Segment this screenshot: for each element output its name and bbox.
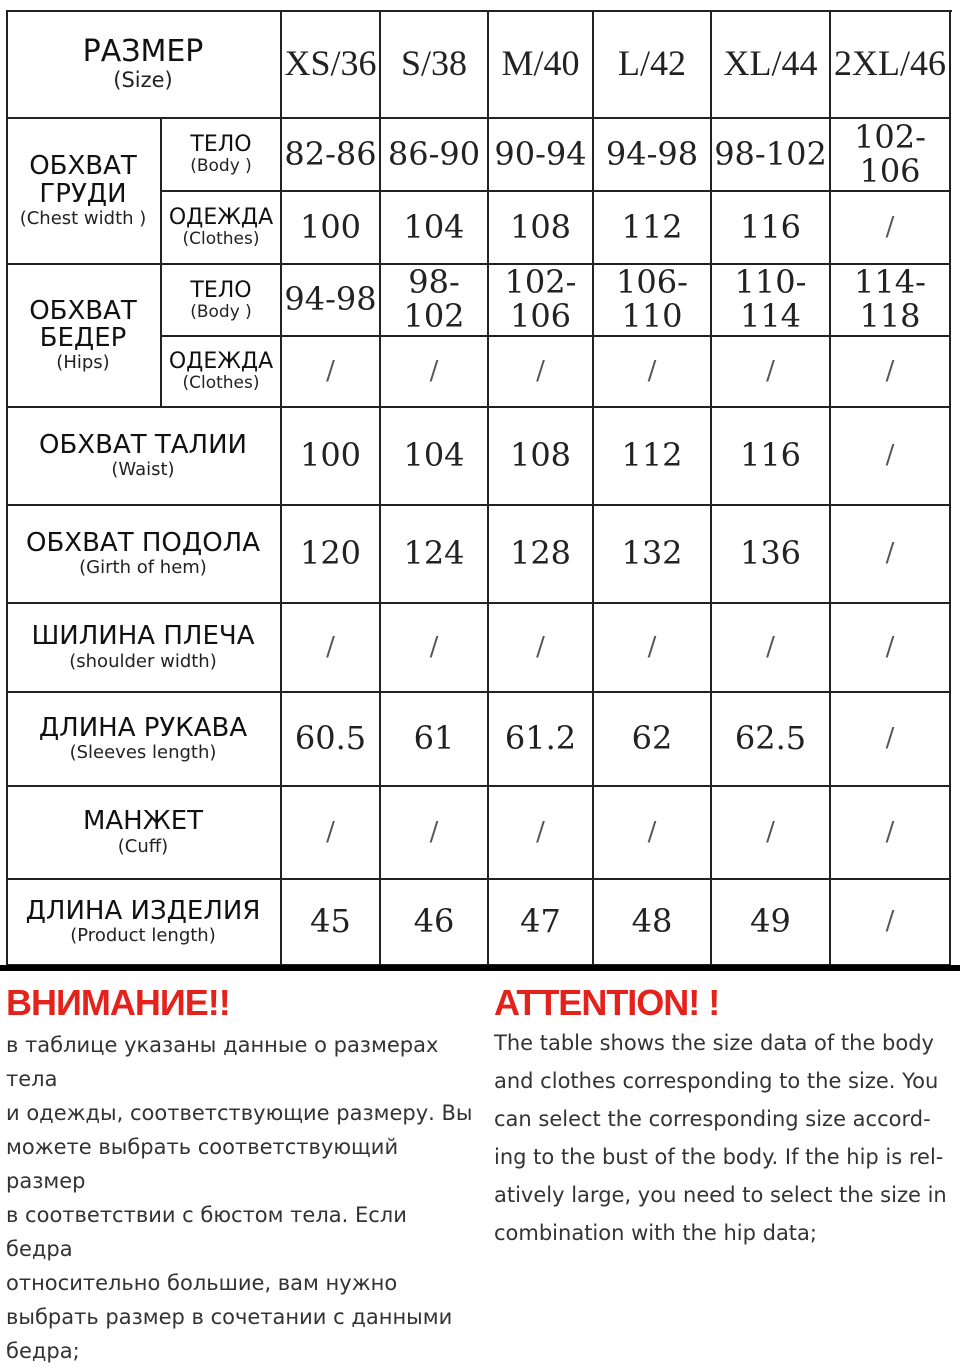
measurement-value: /: [766, 355, 775, 386]
measurement-value: /: [647, 355, 657, 386]
measurement-value: 62.5: [734, 719, 807, 758]
row-label-cell: [6, 506, 282, 604]
value-cell: [489, 693, 594, 787]
value-cell: [831, 604, 951, 693]
measurement-value: /: [429, 631, 439, 662]
notice-en-line: atively large, you need to select the size in: [494, 1183, 947, 1207]
measurement-value: 108: [509, 436, 572, 475]
measurement-value: /: [647, 816, 657, 847]
measurement-value: 110-114: [734, 263, 807, 335]
group-label-en: (Hips): [56, 352, 110, 374]
row-label: ДЛИНА РУКАВА: [38, 712, 248, 743]
value-cell: [381, 787, 489, 880]
sub-label-cell: [162, 192, 282, 265]
measurement-value: 48: [631, 902, 673, 941]
value-cell: [712, 693, 831, 787]
value-cell: [381, 604, 489, 693]
measurement-value: 94-98: [605, 134, 699, 173]
group-label-cell: [6, 119, 162, 265]
row-label-cell: [6, 880, 282, 966]
notice-en-line: ing to the bust of the body. If the hip is rel-: [494, 1145, 944, 1169]
sub-label-en: (Clothes): [182, 373, 260, 394]
size-header-cell: [282, 10, 381, 119]
size-label: XL/44: [723, 42, 818, 83]
value-cell: [381, 119, 489, 192]
measurement-value: /: [536, 816, 545, 847]
measurement-value: /: [885, 723, 895, 754]
value-cell: [489, 337, 594, 408]
sub-label-cell: [162, 337, 282, 408]
notice-ru-line: в соответствии с бюстом тела. Если бедра: [6, 1203, 407, 1261]
size-label: 2XL/46: [834, 42, 946, 83]
value-cell: [282, 506, 381, 604]
measurement-value: /: [326, 355, 335, 386]
size-header-cell: [712, 10, 831, 119]
size-title: РАЗМЕР: [82, 33, 204, 69]
size-label: L/42: [618, 42, 686, 83]
value-cell: [489, 880, 594, 966]
value-cell: [594, 506, 712, 604]
notice-ru-line: относительно большие, вам нужно: [6, 1271, 398, 1295]
measurement-value: /: [326, 631, 335, 662]
row-label-cell: [6, 408, 282, 506]
measurement-value: 98-102: [714, 134, 827, 173]
row-label-cell: [6, 604, 282, 693]
value-cell: [594, 192, 712, 265]
sub-label-cell: [162, 119, 282, 192]
value-cell: [381, 880, 489, 966]
row-label-en: (Girth of hem): [79, 557, 207, 579]
notice-ru-title: ВНИМАНИЕ!!: [6, 982, 230, 1023]
sub-label: ОДЕЖДА: [168, 349, 274, 375]
value-cell: [381, 693, 489, 787]
size-header-cell: [489, 10, 594, 119]
value-cell: [594, 880, 712, 966]
value-cell: [712, 119, 831, 192]
notice-ru-text: [6, 1028, 476, 1368]
measurement-value: 112: [621, 207, 683, 246]
measurement-value: 98-102: [403, 263, 465, 335]
measurement-value: /: [536, 355, 545, 386]
measurement-value: 106-110: [616, 263, 688, 335]
measurement-value: 86-90: [387, 134, 481, 173]
value-cell: [381, 265, 489, 337]
measurement-value: 62: [631, 719, 673, 758]
value-cell: [489, 408, 594, 506]
measurement-value: 94-98: [284, 280, 377, 319]
measurement-value: 136: [739, 534, 802, 573]
notice-ru: [6, 982, 476, 1368]
measurement-value: 61.2: [504, 719, 577, 758]
value-cell: [282, 192, 381, 265]
notice-en-line: can select the corresponding size accord-: [494, 1107, 931, 1131]
measurement-value: 100: [299, 207, 362, 246]
value-cell: [831, 506, 951, 604]
sub-label: ОДЕЖДА: [168, 205, 274, 231]
row-label: ОБХВАТ ПОДОЛА: [25, 527, 260, 558]
value-cell: [594, 119, 712, 192]
row-label: МАНЖЕТ: [82, 806, 204, 837]
notice-ru-line: и одежды, соответствующие размеру. Вы: [6, 1101, 473, 1125]
value-cell: [489, 506, 594, 604]
value-cell: [831, 265, 951, 337]
value-cell: [594, 265, 712, 337]
measurement-value: 132: [621, 534, 683, 573]
notice-en-line: combination with the hip data;: [494, 1221, 817, 1245]
measurement-value: 61: [413, 719, 455, 758]
measurement-value: /: [647, 631, 657, 662]
value-cell: [282, 337, 381, 408]
row-label-en: (Product length): [70, 925, 216, 947]
measurement-value: 60.5: [294, 719, 367, 758]
value-cell: [282, 787, 381, 880]
measurement-value: 45: [310, 902, 351, 941]
size-label: XS/36: [284, 42, 377, 83]
row-label-en: (Cuff): [117, 835, 169, 857]
measurement-value: /: [766, 816, 775, 847]
row-label-en: (Sleeves length): [69, 742, 217, 764]
size-title-en: (Size): [113, 68, 173, 93]
row-label-cell: [6, 693, 282, 787]
sub-label-en: (Body ): [190, 301, 252, 322]
measurement-value: 47: [520, 902, 561, 941]
value-cell: [489, 787, 594, 880]
value-cell: [489, 265, 594, 337]
value-cell: [282, 119, 381, 192]
notice-ru-line: можете выбрать соответствующий размер: [6, 1135, 399, 1193]
notice-en-line: The table shows the size data of the body: [494, 1031, 934, 1055]
value-cell: [831, 408, 951, 506]
group-label: ОБХВАТ БЕДЕР: [29, 295, 137, 354]
value-cell: [594, 337, 712, 408]
measurement-value: 100: [299, 436, 362, 475]
notice-ru-line: в таблице указаны данные о размерах тела: [6, 1033, 439, 1091]
measurement-value: /: [885, 355, 895, 386]
header-size-label: [6, 10, 282, 119]
value-cell: [712, 408, 831, 506]
sub-label: ТЕЛО: [190, 132, 252, 158]
sub-label-en: (Clothes): [182, 229, 260, 250]
measurement-value: /: [885, 211, 895, 242]
value-cell: [831, 119, 951, 192]
measurement-value: /: [766, 631, 775, 662]
measurement-value: 108: [509, 207, 572, 246]
value-cell: [282, 408, 381, 506]
measurement-value: 104: [403, 436, 465, 475]
row-label-cell: [6, 787, 282, 880]
measurement-value: 124: [403, 534, 465, 573]
measurement-value: 102-106: [504, 263, 577, 335]
value-cell: [282, 693, 381, 787]
measurement-value: 116: [739, 207, 802, 246]
size-label: S/38: [400, 42, 468, 83]
measurement-value: 104: [403, 207, 465, 246]
value-cell: [712, 604, 831, 693]
value-cell: [712, 506, 831, 604]
value-cell: [594, 787, 712, 880]
size-header-cell: [594, 10, 712, 119]
measurement-value: 82-86: [284, 134, 377, 173]
row-label-en: (Waist): [111, 459, 175, 481]
measurement-value: /: [885, 440, 895, 471]
row-label: ШИЛИНА ПЛЕЧА: [31, 621, 255, 652]
value-cell: [381, 337, 489, 408]
value-cell: [594, 693, 712, 787]
measurement-value: 102-106: [854, 117, 926, 190]
group-label-cell: [6, 265, 162, 408]
notice-en-line: and clothes corresponding to the size. You: [494, 1069, 939, 1093]
measurement-value: /: [429, 355, 439, 386]
measurement-value: 90-94: [494, 134, 587, 173]
measurement-value: 120: [299, 534, 362, 573]
measurement-value: /: [885, 906, 895, 937]
row-label: ДЛИНА ИЗДЕЛИЯ: [25, 895, 261, 926]
value-cell: [831, 787, 951, 880]
value-cell: [712, 337, 831, 408]
measurement-value: 128: [509, 534, 572, 573]
value-cell: [489, 604, 594, 693]
divider-bar: [0, 965, 960, 971]
value-cell: [381, 506, 489, 604]
size-label: M/40: [501, 42, 580, 83]
value-cell: [831, 880, 951, 966]
notice-en-text: [494, 1024, 956, 1252]
notice-en-title: ATTENTION! !: [494, 982, 720, 1023]
measurement-value: 49: [750, 902, 791, 941]
value-cell: [381, 192, 489, 265]
measurement-value: /: [429, 816, 439, 847]
value-cell: [712, 265, 831, 337]
value-cell: [381, 408, 489, 506]
value-cell: [831, 192, 951, 265]
value-cell: [831, 693, 951, 787]
notice-ru-line: бедра;: [6, 1339, 80, 1363]
measurement-value: 112: [621, 436, 683, 475]
sub-label-cell: [162, 265, 282, 337]
value-cell: [282, 265, 381, 337]
row-label-en: (shoulder width): [69, 650, 217, 672]
value-cell: [712, 192, 831, 265]
size-header-cell: [381, 10, 489, 119]
value-cell: [282, 604, 381, 693]
measurement-value: 46: [413, 902, 455, 941]
size-header-cell: [831, 10, 951, 119]
value-cell: [712, 880, 831, 966]
measurement-value: /: [885, 631, 895, 662]
notice-en: [494, 982, 956, 1252]
value-cell: [489, 192, 594, 265]
value-cell: [831, 337, 951, 408]
row-label: ОБХВАТ ТАЛИИ: [39, 429, 247, 460]
measurement-value: /: [885, 538, 895, 569]
value-cell: [712, 787, 831, 880]
notice-ru-line: выбрать размер в сочетании с данными: [6, 1305, 453, 1329]
measurement-value: 114-118: [854, 263, 926, 335]
measurement-value: 116: [739, 436, 802, 475]
sub-label-en: (Body ): [190, 156, 252, 177]
sub-label: ТЕЛО: [190, 277, 252, 303]
value-cell: [282, 880, 381, 966]
value-cell: [489, 119, 594, 192]
measurement-value: /: [885, 816, 895, 847]
measurement-value: /: [326, 816, 335, 847]
group-label-en: (Chest width ): [19, 207, 147, 229]
value-cell: [594, 604, 712, 693]
value-cell: [594, 408, 712, 506]
measurement-value: /: [536, 631, 545, 662]
group-label: ОБХВАТ ГРУДИ: [29, 151, 137, 209]
